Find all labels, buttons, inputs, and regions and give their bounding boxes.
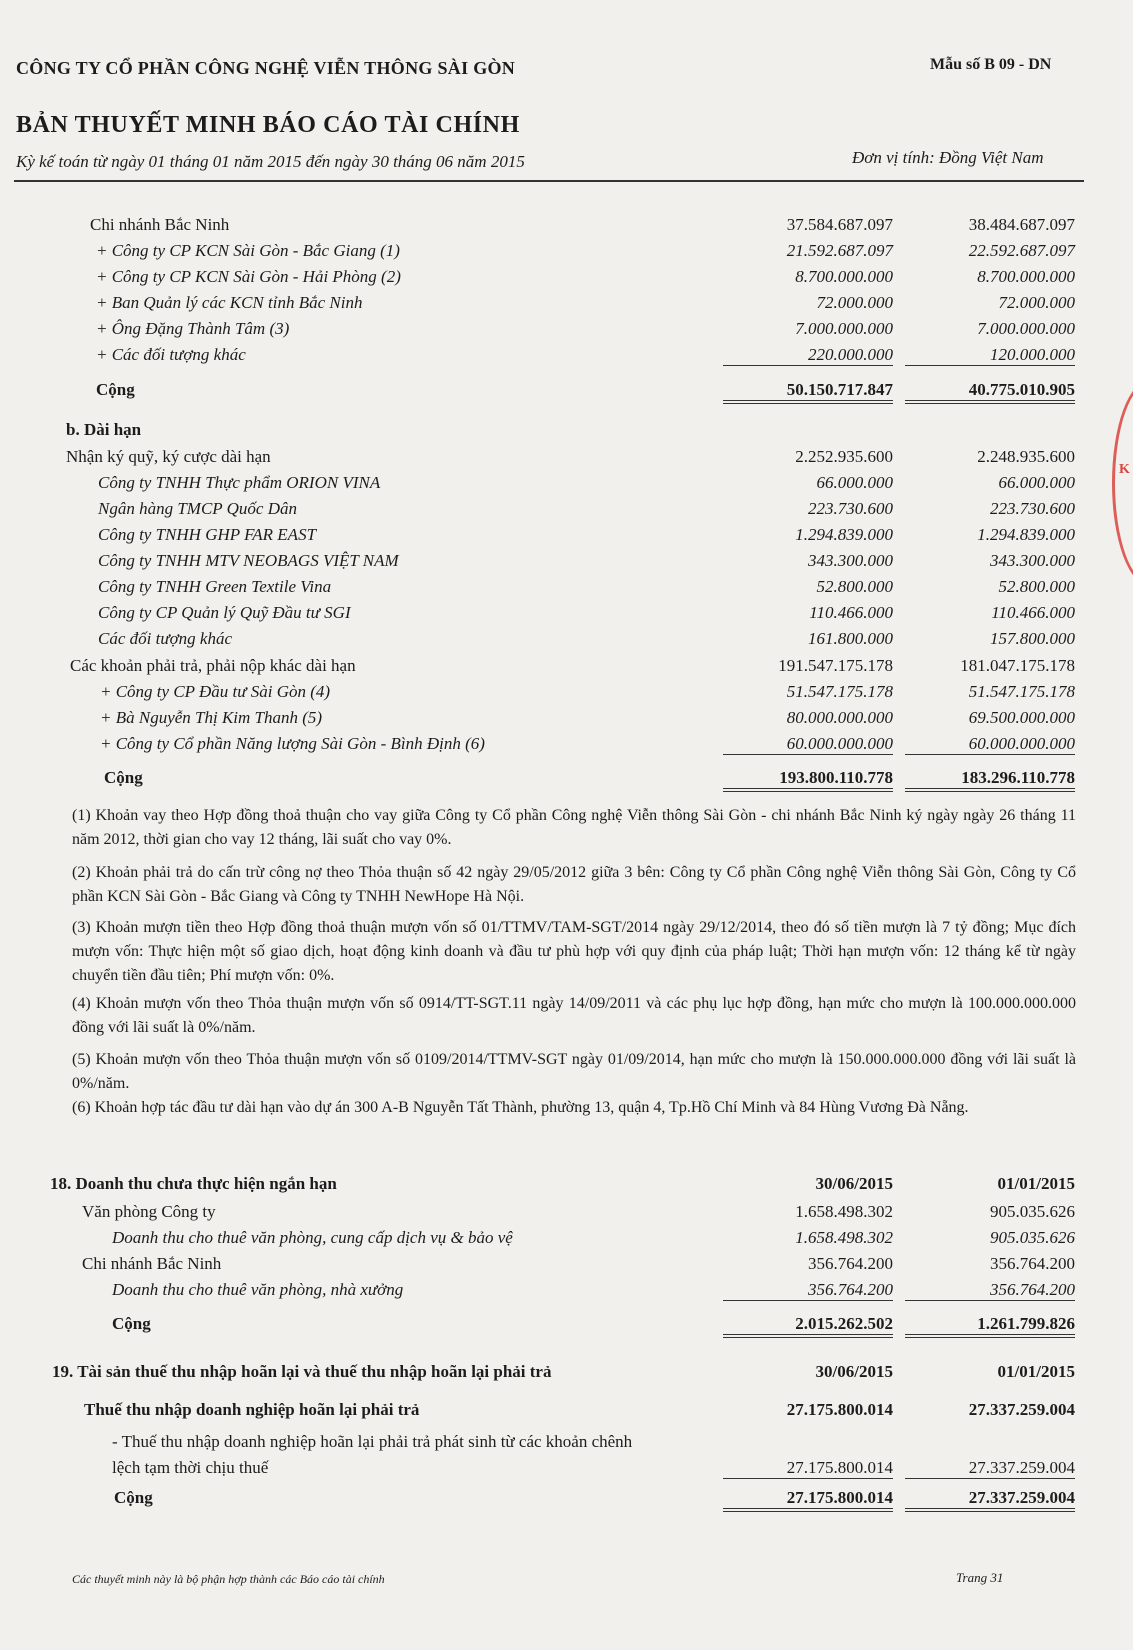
total-label: Cộng — [104, 768, 143, 787]
table-row — [0, 447, 1133, 473]
row-label: + Các đối tượng khác — [96, 345, 246, 364]
value-prior: 69.500.000.000 — [968, 708, 1075, 727]
header-divider — [14, 180, 1084, 182]
value-current: 220.000.000 — [723, 345, 893, 366]
section-heading — [0, 1362, 1133, 1388]
row-label: Doanh thu cho thuê văn phòng, cung cấp dịch vụ & bảo vệ — [112, 1228, 513, 1247]
row-label: Công ty TNHH Thực phẩm ORION VINA — [98, 473, 381, 492]
row-label: Thuế thu nhập doanh nghiệp hoãn lại phải trả — [84, 1400, 420, 1419]
company-name: CÔNG TY CỔ PHẦN CÔNG NGHỆ VIỄN THÔNG SÀI GÒN — [16, 58, 516, 78]
row-label: Công ty CP Quản lý Quỹ Đầu tư SGI — [98, 603, 351, 622]
value-prior: 905.035.626 — [990, 1228, 1075, 1247]
total-row — [0, 1314, 1133, 1340]
value-current: 52.800.000 — [816, 577, 893, 596]
total-label: Cộng — [96, 380, 135, 399]
value-prior: 120.000.000 — [905, 345, 1075, 366]
table-row — [0, 734, 1133, 760]
row-label: Công ty TNHH MTV NEOBAGS VIỆT NAM — [98, 551, 399, 570]
total-current: 2.015.262.502 — [723, 1314, 893, 1338]
value-current: 7.000.000.000 — [795, 319, 893, 338]
value-current: 356.764.200 — [808, 1254, 893, 1273]
value-current: 72.000.000 — [816, 293, 893, 312]
section-heading-label: 19. Tài sản thuế thu nhập hoãn lại và thuế thu nhập hoãn lại phải trả — [52, 1362, 552, 1381]
section-heading — [0, 1174, 1133, 1200]
page-number: Trang 31 — [956, 1570, 1004, 1585]
row-label-line2: lệch tạm thời chịu thuế — [112, 1458, 269, 1477]
value-current: 161.800.000 — [808, 629, 893, 648]
table-row — [0, 215, 1133, 241]
value-prior: 356.764.200 — [990, 1254, 1075, 1273]
row-label: Nhận ký quỹ, ký cược dài hạn — [66, 447, 271, 466]
column-header-current: 30/06/2015 — [815, 1362, 893, 1381]
table-row — [0, 1400, 1133, 1426]
value-current: 60.000.000.000 — [723, 734, 893, 755]
value-prior: 343.300.000 — [990, 551, 1075, 570]
row-label: + Công ty Cổ phần Năng lượng Sài Gòn - Bình Định (6) — [100, 734, 485, 753]
row-label: + Công ty CP KCN Sài Gòn - Hải Phòng (2) — [96, 267, 401, 286]
total-prior: 183.296.110.778 — [905, 768, 1075, 792]
table-row — [0, 473, 1133, 499]
table-row — [0, 708, 1133, 734]
value-prior: 1.294.839.000 — [977, 525, 1075, 544]
value-prior: 7.000.000.000 — [977, 319, 1075, 338]
value-prior: 66.000.000 — [998, 473, 1075, 492]
currency-unit: Đơn vị tính: Đồng Việt Nam — [852, 148, 1044, 167]
value-prior: 8.700.000.000 — [977, 267, 1075, 286]
total-label: Cộng — [114, 1488, 153, 1507]
value-current: 66.000.000 — [816, 473, 893, 492]
row-label: Chi nhánh Bắc Ninh — [90, 215, 230, 234]
table-row — [0, 525, 1133, 551]
value-prior: 52.800.000 — [998, 577, 1075, 596]
table-row — [0, 656, 1133, 682]
value-prior: 2.248.935.600 — [977, 447, 1075, 466]
table-row — [0, 241, 1133, 267]
value-current: 343.300.000 — [808, 551, 893, 570]
note-paragraph: (6) Khoản hợp tác đầu tư dài hạn vào dự án 300 A-B Nguyễn Tất Thành, phường 13, quận 4, Tp.Hồ Chí Minh và 84 Hùng Vương Đà Nẵng. — [72, 1099, 969, 1116]
table-row — [0, 1432, 1133, 1458]
total-prior: 27.337.259.004 — [905, 1488, 1075, 1512]
row-label: Công ty TNHH Green Textile Vina — [98, 577, 332, 596]
value-prior: 27.337.259.004 — [968, 1400, 1075, 1419]
value-prior: 60.000.000.000 — [905, 734, 1075, 755]
note-paragraph: (2) Khoản phải trả do cấn trừ công nợ theo Thỏa thuận số 42 ngày 29/05/2012 giữa 3 bên: Công ty Cổ phần Công nghệ Viễn thông Sài Gòn, Công ty Cổ phần KCN Sài Gòn - Bắc Giang và Công ty TNHH NewHope Hà Nội. — [72, 864, 1076, 905]
table-row — [0, 345, 1133, 371]
table-row — [0, 499, 1133, 525]
table-row — [0, 1202, 1133, 1228]
total-row — [0, 1488, 1133, 1514]
value-prior: 38.484.687.097 — [968, 215, 1075, 234]
value-current: 80.000.000.000 — [786, 708, 893, 727]
row-label: + Ông Đặng Thành Tâm (3) — [96, 319, 290, 338]
value-current: 8.700.000.000 — [795, 267, 893, 286]
total-prior: 1.261.799.826 — [905, 1314, 1075, 1338]
row-label: Chi nhánh Bắc Ninh — [82, 1254, 222, 1273]
value-prior: 356.764.200 — [905, 1280, 1075, 1301]
value-current: 356.764.200 — [723, 1280, 893, 1301]
total-prior: 40.775.010.905 — [905, 380, 1075, 404]
value-prior: 27.337.259.004 — [905, 1458, 1075, 1479]
table-row — [0, 629, 1133, 655]
total-current: 50.150.717.847 — [723, 380, 893, 404]
row-label: + Ban Quản lý các KCN tỉnh Bắc Ninh — [96, 293, 363, 312]
column-header-current: 30/06/2015 — [815, 1174, 893, 1193]
total-current: 193.800.110.778 — [723, 768, 893, 792]
row-label-line1: - Thuế thu nhập doanh nghiệp hoãn lại phải trả phát sinh từ các khoản chênh — [112, 1432, 633, 1451]
value-current: 21.592.687.097 — [786, 241, 893, 260]
row-label: Văn phòng Công ty — [82, 1202, 216, 1221]
section-heading — [0, 420, 1133, 446]
row-label: + Bà Nguyễn Thị Kim Thanh (5) — [100, 708, 323, 727]
value-current: 37.584.687.097 — [786, 215, 893, 234]
note-paragraph: (1) Khoản vay theo Hợp đồng thoả thuận cho vay giữa Công ty Cổ phần Công nghệ Viễn thông Sài Gòn - chi nhánh Bắc Ninh ký ngày ngày 26 tháng 11 năm 2012, thời gian cho vay 12 tháng, lãi suất cho vay 0%. — [72, 807, 1076, 848]
value-current: 27.175.800.014 — [786, 1400, 893, 1419]
table-row — [0, 293, 1133, 319]
row-label: Ngân hàng TMCP Quốc Dân — [98, 499, 297, 518]
row-label: Các đối tượng khác — [98, 629, 233, 648]
table-row — [0, 267, 1133, 293]
value-current: 27.175.800.014 — [723, 1458, 893, 1479]
note-paragraph: (4) Khoản mượn vốn theo Thỏa thuận mượn vốn số 0914/TT-SGT.11 ngày 14/09/2011 và các phụ lục hợp đồng, hạn mức cho mượn là 100.000.000.000 đồng với lãi suất là 0%/năm. — [72, 995, 1076, 1036]
row-label: + Công ty CP Đầu tư Sài Gòn (4) — [100, 682, 331, 701]
value-current: 2.252.935.600 — [795, 447, 893, 466]
table-row — [0, 1254, 1133, 1280]
value-current: 1.658.498.302 — [795, 1228, 893, 1247]
column-header-prior: 01/01/2015 — [997, 1174, 1075, 1193]
value-prior: 905.035.626 — [990, 1202, 1075, 1221]
value-prior: 72.000.000 — [998, 293, 1075, 312]
table-row — [0, 1458, 1133, 1484]
table-row — [0, 319, 1133, 345]
value-current: 1.658.498.302 — [795, 1202, 893, 1221]
value-current: 51.547.175.178 — [786, 682, 893, 701]
form-number: Mẫu số B 09 - DN — [930, 56, 1052, 73]
document-title: BẢN THUYẾT MINH BÁO CÁO TÀI CHÍNH — [16, 112, 520, 138]
column-header-prior: 01/01/2015 — [997, 1362, 1075, 1381]
value-prior: 51.547.175.178 — [968, 682, 1075, 701]
value-current: 110.466.000 — [809, 603, 893, 622]
value-prior: 110.466.000 — [991, 603, 1075, 622]
reporting-period: Kỳ kế toán từ ngày 01 tháng 01 năm 2015 đến ngày 30 tháng 06 năm 2015 — [16, 152, 525, 171]
row-label: + Công ty CP KCN Sài Gòn - Bắc Giang (1) — [96, 241, 400, 260]
table-row — [0, 1228, 1133, 1254]
row-label: Công ty TNHH GHP FAR EAST — [98, 525, 317, 544]
value-prior: 157.800.000 — [990, 629, 1075, 648]
total-row — [0, 380, 1133, 406]
footer-note: Các thuyết minh này là bộ phận hợp thành các Báo cáo tài chính — [72, 1572, 385, 1586]
row-label: Các khoản phải trả, phải nộp khác dài hạn — [70, 656, 356, 675]
total-row — [0, 768, 1133, 794]
note-paragraph: (3) Khoản mượn tiền theo Hợp đồng thoả thuận mượn vốn số 01/TTMV/TAM-SGT/2014 ngày 29/12/2014, theo đó số tiền mượn là 7 tỷ đồng; Mục đích mượn vốn: Thực hiện một số giao dịch, hoạt động kinh doanh và đầu tư phù hợp với quy định của pháp luật; Thời hạn mượn vốn: 12 tháng kể từ ngày chuyển tiền đầu tiên; Phí mượn vốn: 0%. — [72, 919, 1076, 984]
value-current: 1.294.839.000 — [795, 525, 893, 544]
total-current: 27.175.800.014 — [723, 1488, 893, 1512]
table-row — [0, 551, 1133, 577]
value-prior: 181.047.175.178 — [960, 656, 1075, 675]
stamp-seal-fragment: K — [1119, 462, 1130, 477]
table-row — [0, 577, 1133, 603]
value-current: 191.547.175.178 — [778, 656, 893, 675]
table-row — [0, 1280, 1133, 1306]
table-row — [0, 682, 1133, 708]
row-label: Doanh thu cho thuê văn phòng, nhà xưởng — [112, 1280, 404, 1299]
section-heading-label: 18. Doanh thu chưa thực hiện ngắn hạn — [50, 1174, 337, 1193]
table-row — [0, 603, 1133, 629]
value-current: 223.730.600 — [808, 499, 893, 518]
value-prior: 223.730.600 — [990, 499, 1075, 518]
value-prior: 22.592.687.097 — [968, 241, 1075, 260]
section-heading-label: b. Dài hạn — [66, 420, 142, 439]
note-paragraph: (5) Khoản mượn vốn theo Thỏa thuận mượn vốn số 0109/2014/TTMV-SGT ngày 01/09/2014, hạn mức cho mượn là 150.000.000.000 đồng với lãi suất là 0%/năm. — [72, 1051, 1076, 1092]
total-label: Cộng — [112, 1314, 151, 1333]
